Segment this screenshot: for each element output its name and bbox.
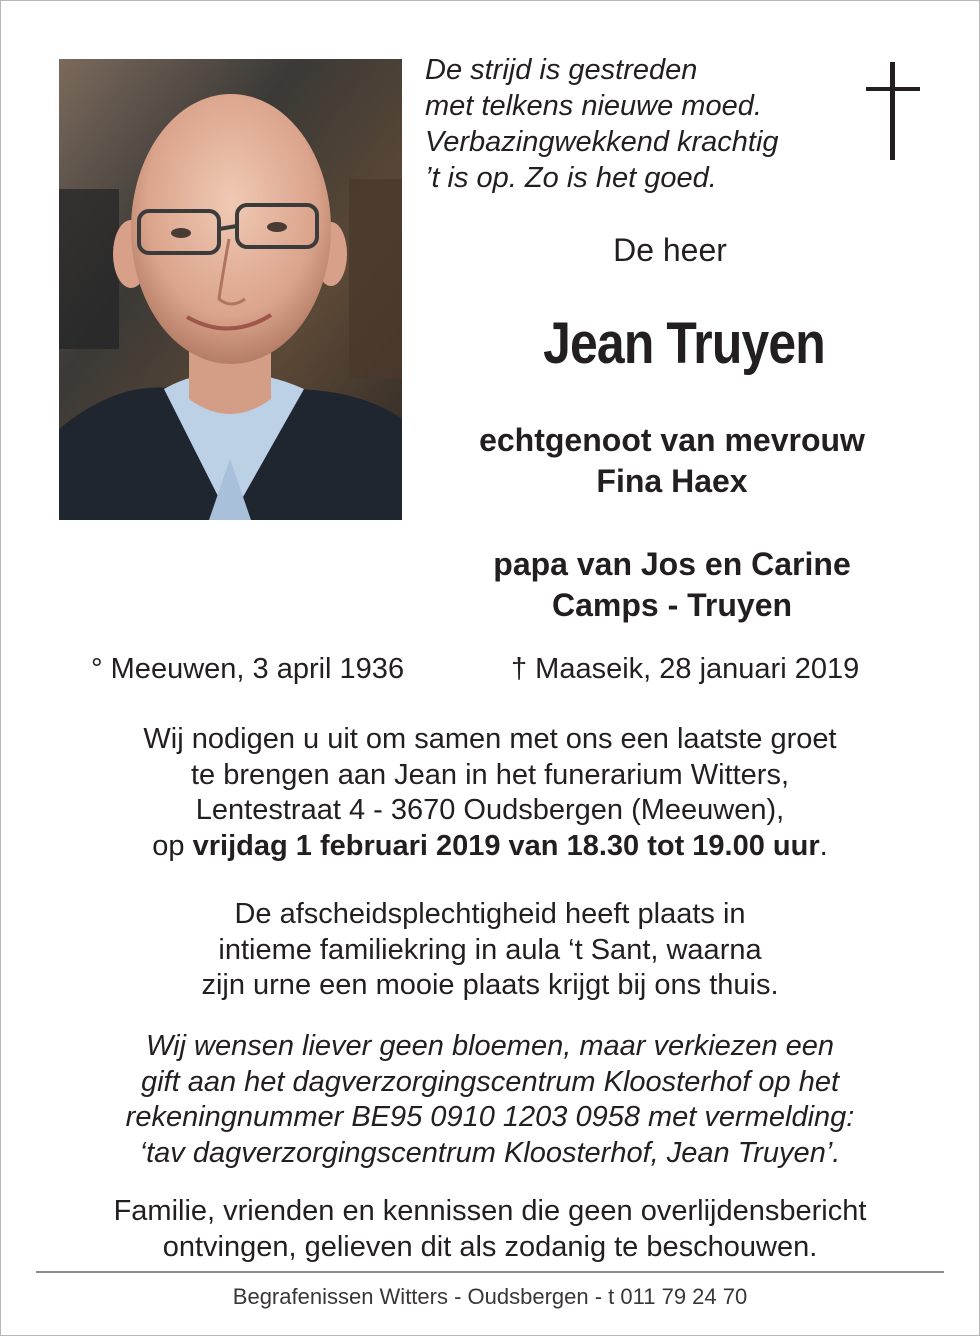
poem-line: De strijd is gestreden <box>425 54 698 86</box>
birth-date: ° Meeuwen, 3 april 1936 <box>91 653 405 685</box>
spouse-relation <box>412 420 932 502</box>
poem-line: ’t is op. Zo is het goed. <box>425 162 717 194</box>
family-note-line: ontvingen, gelieven dit als zodanig te beschouwen. <box>162 1230 818 1263</box>
donation-text <box>40 1029 940 1171</box>
poem-line: met telkens nieuwe moed. <box>425 90 762 122</box>
ceremony-line: De afscheidsplechtigheid heeft plaats in <box>234 898 746 930</box>
donation-line: ‘tav dagverzorgingscentrum Kloosterhof, Jean Truyen’. <box>139 1136 841 1169</box>
invitation-line-datetime <box>40 829 940 865</box>
visitation-datetime: vrijdag 1 februari 2019 van 18.30 tot 19.00 uur <box>192 829 820 862</box>
portrait-photo <box>59 59 402 520</box>
children-names: Camps - Truyen <box>551 587 793 623</box>
children-relation <box>412 544 932 626</box>
family-note-line: Familie, vrienden en kennissen die geen overlijdensbericht <box>113 1195 867 1227</box>
children-line: papa van Jos en Carine <box>493 546 851 582</box>
donation-line: Wij wensen liever geen bloemen, maar verkiezen een <box>145 1030 835 1062</box>
ceremony-text <box>40 897 940 1004</box>
invitation-suffix: . <box>819 829 828 862</box>
funeral-home-footer: Begrafenissen Witters - Oudsbergen - t 011 79 24 70 <box>232 1284 748 1309</box>
family-note <box>40 1194 940 1265</box>
death-date: † Maaseik, 28 januari 2019 <box>511 653 860 685</box>
spouse-name: Fina Haex <box>596 463 748 499</box>
salutation: De heer <box>613 232 727 268</box>
invitation-line: te brengen aan Jean in het funerarium Witters, <box>190 758 790 791</box>
poem <box>425 52 845 196</box>
invitation-prefix: op <box>152 829 193 862</box>
deceased-name: Jean Truyen <box>543 311 825 376</box>
ceremony-line: zijn urne een mooie plaats krijgt bij ons thuis. <box>201 969 779 1001</box>
life-dates <box>0 648 980 690</box>
invitation-line: Wij nodigen u uit om samen met ons een laatste groet <box>143 723 837 755</box>
donation-line: gift aan het dagverzorgingscentrum Kloosterhof op het <box>140 1065 840 1098</box>
ceremony-line: intieme familiekring in aula ‘t Sant, waarna <box>218 933 762 966</box>
footer-divider <box>36 1271 944 1273</box>
donation-line: rekeningnummer BE95 0910 1203 0958 met vermelding: <box>125 1101 855 1133</box>
invitation-line: Lentestraat 4 - 3670 Oudsbergen (Meeuwen), <box>195 794 785 826</box>
poem-line: Verbazingwekkend krachtig <box>425 126 779 158</box>
cross-icon <box>864 62 922 160</box>
spouse-line: echtgenoot van mevrouw <box>479 422 865 458</box>
invitation-text <box>40 722 940 864</box>
